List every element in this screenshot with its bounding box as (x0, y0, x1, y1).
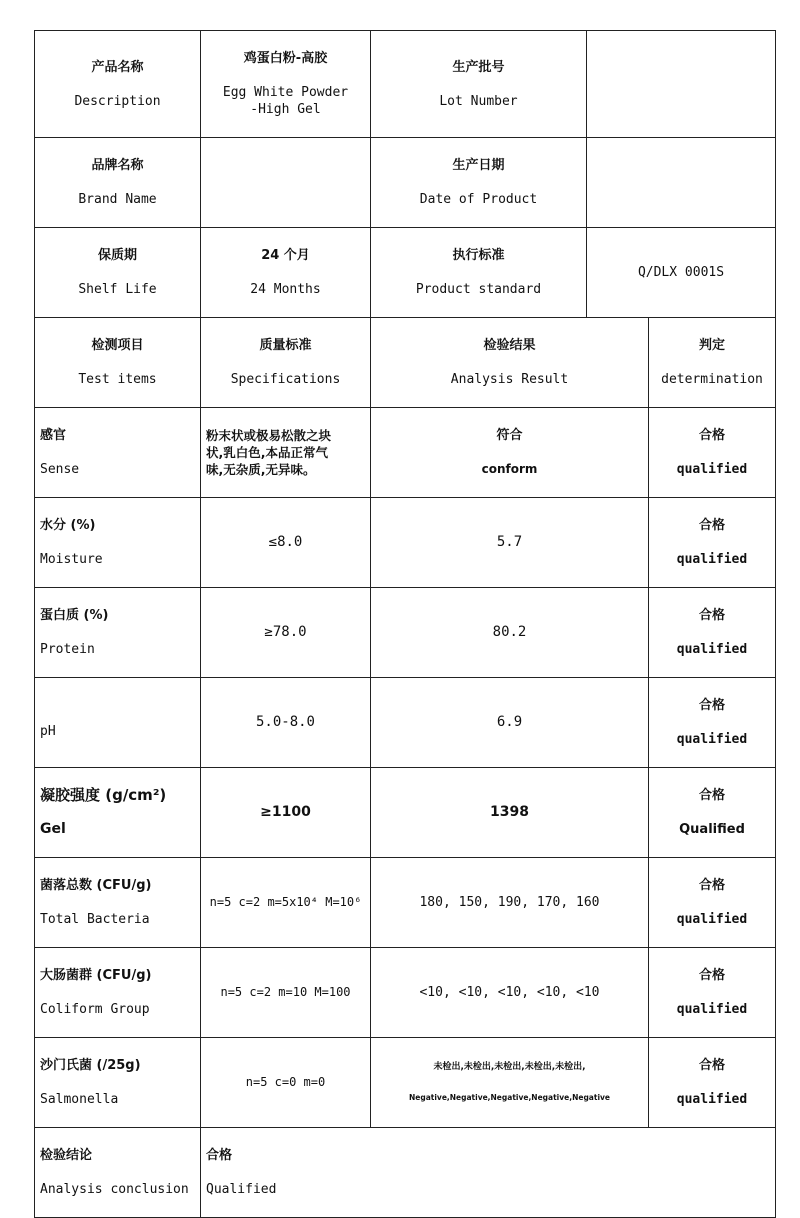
determination-zh: 合格 (698, 878, 725, 893)
specification-coliform-group: n=5 c=2 m=10 M=100 (201, 948, 371, 1038)
determination-zh: 合格 (698, 1058, 725, 1073)
specification-salmonella: n=5 c=0 m=0 (201, 1038, 371, 1128)
analysis-conclusion-label-zh: 检验结论 (40, 1148, 93, 1163)
test-item-zh: 水分 (%) (40, 518, 96, 533)
table-row (35, 948, 776, 1038)
analysis-conclusion-label (35, 1128, 201, 1218)
analysis-conclusion-value-zh: 合格 (206, 1148, 233, 1163)
production-date-label (371, 138, 587, 228)
analysis-conclusion-value-en: Qualified (206, 1182, 277, 1197)
brand-name-label-en: Brand Name (78, 192, 157, 207)
column-header-test-items (35, 318, 201, 408)
test-item-protein (35, 588, 201, 678)
test-item-moisture (35, 498, 201, 588)
specification-moisture: ≤8.0 (201, 498, 371, 588)
determination-protein (649, 588, 776, 678)
product-name-en: Egg White Powder -High Gel (222, 85, 349, 117)
determination-en: qualified (676, 912, 748, 927)
shelf-life-value-en: 24 Months (250, 282, 321, 297)
table-row (35, 858, 776, 948)
conclusion-row (35, 1128, 776, 1218)
description-label-en: Description (74, 93, 161, 109)
result-protein: 80.2 (371, 588, 649, 678)
determination-gel (649, 768, 776, 858)
shelf-life-value (201, 228, 371, 318)
result-gel: 1398 (371, 768, 649, 858)
determination-moisture (649, 498, 776, 588)
column-header-analysis-result (371, 318, 649, 408)
determination-en: qualified (676, 642, 748, 657)
test-item-ph (35, 678, 201, 768)
column-header-specifications-zh: 质量标准 (259, 338, 312, 353)
product-standard-label-zh: 执行标准 (452, 248, 505, 263)
production-date-label-en: Date of Product (419, 192, 538, 207)
determination-en: qualified (676, 732, 748, 747)
description-label (35, 31, 201, 138)
production-date-label-zh: 生产日期 (452, 158, 505, 173)
result-sense (371, 408, 649, 498)
test-item-en: pH (40, 723, 56, 739)
determination-salmonella (649, 1038, 776, 1128)
table-row (35, 408, 776, 498)
test-item-zh: 感官 (40, 428, 67, 443)
determination-en: qualified (676, 1092, 748, 1107)
column-header-analysis-result-en: Analysis Result (450, 372, 569, 387)
determination-zh: 合格 (698, 968, 725, 983)
column-header-determination (649, 318, 776, 408)
test-item-sense (35, 408, 201, 498)
test-item-zh: 蛋白质 (%) (40, 608, 109, 623)
result-total-bacteria: 180, 150, 190, 170, 160 (371, 858, 649, 948)
product-name-zh: 鸡蛋白粉-高胶 (243, 51, 328, 66)
lot-number-label-en: Lot Number (439, 93, 518, 109)
shelf-life-label (35, 228, 201, 318)
determination-ph (649, 678, 776, 768)
result-zh: 符合 (496, 428, 523, 443)
specification-sense: 粉末状或极易松散之块 状,乳白色,本品正常气 味,无杂质,无异味。 (201, 408, 371, 498)
description-label-zh: 产品名称 (91, 59, 144, 75)
result-moisture: 5.7 (371, 498, 649, 588)
result-coliform-group: <10, <10, <10, <10, <10 (371, 948, 649, 1038)
analysis-conclusion-value (201, 1128, 776, 1218)
test-item-en: Total Bacteria (40, 912, 150, 927)
product-standard-value: Q/DLX 0001S (587, 228, 776, 318)
result-en: Negative,Negative,Negative,Negative,Negative (408, 1093, 611, 1102)
determination-en: qualified (676, 462, 748, 477)
table-row (35, 588, 776, 678)
lot-number-label (371, 31, 587, 138)
table-row (35, 678, 776, 768)
analysis-conclusion-label-en: Analysis conclusion (40, 1182, 189, 1197)
determination-zh: 合格 (698, 428, 725, 443)
brand-name-value (201, 138, 371, 228)
result-salmonella (371, 1038, 649, 1128)
result-zh: 未检出,未检出,未检出,未检出,未检出, (433, 1062, 586, 1072)
table-row (35, 768, 776, 858)
determination-zh: 合格 (698, 518, 725, 533)
specification-total-bacteria: n=5 c=2 m=5x10⁴ M=10⁶ (201, 858, 371, 948)
shelf-life-label-zh: 保质期 (97, 248, 137, 263)
determination-zh: 合格 (698, 698, 725, 713)
production-date-value (587, 138, 776, 228)
column-header-determination-en: determination (661, 372, 763, 387)
test-item-en: Salmonella (40, 1092, 119, 1107)
determination-sense (649, 408, 776, 498)
specification-ph: 5.0-8.0 (201, 678, 371, 768)
test-item-zh: 沙门氏菌 (/25g) (40, 1058, 141, 1073)
test-item-gel (35, 768, 201, 858)
determination-en: qualified (676, 1002, 748, 1017)
inspection-report (34, 30, 775, 1197)
column-header-specifications-en: Specifications (230, 372, 341, 387)
description-row (35, 31, 776, 138)
table-row (35, 1038, 776, 1128)
test-item-salmonella (35, 1038, 201, 1128)
column-header-test-items-en: Test items (78, 372, 157, 387)
column-header-specifications (201, 318, 371, 408)
lot-number-value (587, 31, 776, 138)
table-row (35, 498, 776, 588)
specification-gel: ≥1100 (201, 768, 371, 858)
test-item-zh: 凝胶强度 (g/cm²) (40, 786, 167, 804)
column-header-determination-zh: 判定 (698, 338, 725, 353)
specification-protein: ≥78.0 (201, 588, 371, 678)
test-item-en: Gel (40, 821, 66, 837)
test-item-coliform-group (35, 948, 201, 1038)
column-header-analysis-result-zh: 检验结果 (483, 338, 536, 353)
lot-number-label-zh: 生产批号 (452, 59, 505, 75)
column-header-row (35, 318, 776, 408)
brand-row (35, 138, 776, 228)
product-name (201, 31, 371, 138)
shelf-life-value-zh: 24 个月 (261, 248, 310, 263)
column-header-test-items-zh: 检测项目 (91, 338, 144, 353)
determination-en: Qualified (679, 822, 745, 837)
determination-zh: 合格 (698, 788, 725, 803)
result-ph: 6.9 (371, 678, 649, 768)
report-table (34, 30, 776, 1218)
test-item-en: Coliform Group (40, 1002, 150, 1017)
determination-coliform-group (649, 948, 776, 1038)
brand-name-label (35, 138, 201, 228)
test-item-zh: 菌落总数 (CFU/g) (40, 878, 152, 893)
determination-zh: 合格 (698, 608, 725, 623)
test-item-en: Moisture (40, 552, 103, 567)
test-item-zh: 大肠菌群 (CFU/g) (40, 968, 152, 983)
shelf-life-row (35, 228, 776, 318)
product-standard-label (371, 228, 587, 318)
result-en: conform (481, 462, 538, 476)
test-item-total-bacteria (35, 858, 201, 948)
test-item-en: Sense (40, 462, 80, 477)
shelf-life-label-en: Shelf Life (78, 282, 157, 297)
determination-en: qualified (676, 552, 748, 567)
determination-total-bacteria (649, 858, 776, 948)
product-standard-label-en: Product standard (415, 282, 542, 297)
test-item-en: Protein (40, 642, 95, 657)
brand-name-label-zh: 品牌名称 (91, 158, 144, 173)
